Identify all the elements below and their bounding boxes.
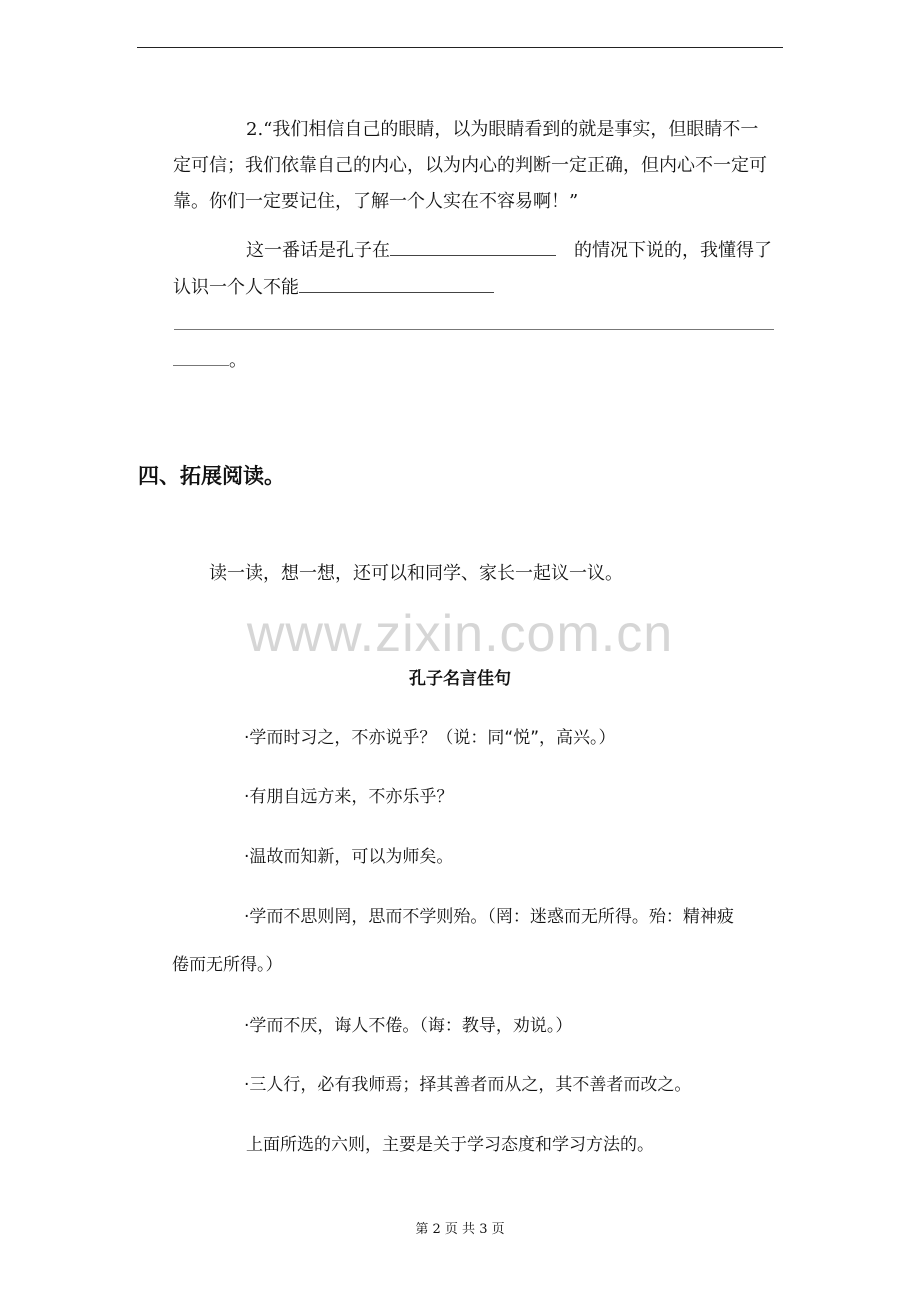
answer-blank-situation[interactable] — [390, 253, 556, 256]
fill-prefix: 这一番话是孔子在 — [246, 240, 390, 261]
fill-sentence-line-1 — [246, 242, 772, 260]
quote-item: ·学而不思则罔，思而不学则殆。（罔：迷惑而无所得。殆：精神疲 — [244, 907, 734, 927]
quotes-title: 孔子名言佳句 — [409, 669, 511, 689]
answer-blank-understanding[interactable] — [299, 290, 494, 293]
fill-sentence-line-2 — [173, 279, 494, 297]
quote-item: ·学而不厌，诲人不倦。（诲：教导，劝说。） — [244, 1016, 573, 1036]
fill-end-mark: 。 — [229, 350, 247, 371]
answer-blank-line[interactable] — [174, 329, 774, 330]
quote-item: ·有朋自远方来，不亦乐乎？ — [244, 787, 454, 807]
fill-middle: 的情况下说的，我懂得了 — [574, 240, 772, 261]
reading-instruction: 读一读，想一想，还可以和同学、家长一起议一议。 — [209, 563, 623, 584]
header-rule — [137, 47, 783, 48]
quote-item: ·温故而知新，可以为师矣。 — [244, 847, 454, 867]
quote-item: ·三人行，必有我师焉；择其善者而从之，其不善者而改之。 — [244, 1075, 692, 1095]
section-heading: 四、拓展阅读。 — [138, 464, 285, 488]
page-footer: 第 2 页 共 3 页 — [415, 1222, 505, 1237]
quote-item-continuation: 倦而无所得。） — [172, 955, 283, 975]
quotes-summary: 上面所选的六则，主要是关于学习态度和学习方法的。 — [246, 1135, 654, 1155]
quote-item: ·学而时习之，不亦说乎？（说：同“悦”，高兴。） — [244, 728, 616, 748]
fill-line2-text: 认识一个人不能 — [173, 277, 299, 298]
fill-sentence-end — [173, 352, 247, 370]
answer-blank-short[interactable] — [173, 363, 229, 366]
question-2-line-1: 2.“我们相信自己的眼睛，以为眼睛看到的就是事实，但眼睛不一 — [246, 119, 759, 140]
watermark: www.zixin.com.cn — [246, 605, 674, 663]
question-2-line-3: 靠。你们一定要记住，了解一个人实在不容易啊！” — [173, 191, 579, 212]
question-2-line-2: 定可信；我们依靠自己的内心，以为内心的判断一定正确，但内心不一定可 — [173, 155, 767, 176]
